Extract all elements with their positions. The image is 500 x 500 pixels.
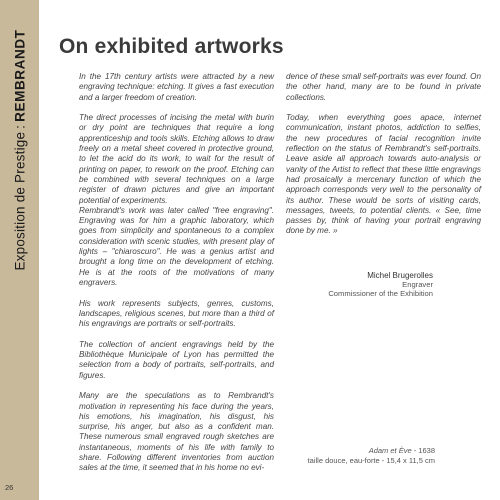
side-band	[0, 0, 39, 500]
paragraph: Many are the speculations as to Rembrandt's motivation in representing his face during the years, his emotions, his imagination, his disgust, his surprise, his anger, but also as a confident man. These numerous small engraved rough sketches are instantaneous, moments of his life with family to share. Following different inventories from auction sales at the time, it seemed that in his home no evi-	[79, 391, 274, 473]
left-column	[79, 72, 274, 484]
author-role: Engraver	[402, 280, 433, 290]
paragraph: dence of these small self-portraits was ever found. On the other hand, many are to be found in private collections.	[286, 72, 481, 102]
paragraph: In the 17th century artists were attracted by a new engraving technique: etching. It gives a fast execution and a larger freedom of creation.	[79, 72, 274, 102]
artist-name: REMBRANDT	[12, 29, 28, 122]
artwork-title: Adam et Ève	[368, 446, 412, 455]
paragraph: Today, when everything goes apace, internet communication, instant photos, addiction to selfies, the new procedures of facial recognition invite reflection on the status of Rembrandt's self-portraits. Leave aside all approach towards auto-analysis or vanity of the Artist to reflect that these little engravings had prosaically a mercenary function of which the approach corresponds very well to the personality of its author. These would be sorts of visiting cards, messages, tweets, to potential clients. « See, time passes by, think of having your portrait engraving done by me. »	[286, 113, 481, 236]
paragraph: Rembrandt's work was later called "free engraving". Engraving was for him a graphic laboratory, which goes from simplicity and spontaneous to a complex consideration with scenic studies, with present play of lights – "chiaroscuro". He was a genius artist and brought a long time on the development of etching. He is at the roots of the motivations of many engravers.	[79, 205, 274, 287]
artwork-year: - 1638	[411, 446, 435, 455]
paragraph: The direct processes of incising the metal with burin or dry point are techniques that require a long apprenticeship and tools skills. Etching allows to draw freely on a metal sheet covered in protective ground, to let the acid do its work, to wait for the result of printing on paper, to rework on the proof. Etching can be combined with several techniques on a large register of drawn pictures and give an important potential of experiments.	[79, 113, 274, 205]
artwork-details: taille douce, eau-forte - 15,4 x 11,5 cm	[307, 456, 435, 465]
author-role: Commissioner of the Exhibition	[328, 289, 433, 299]
page-title: On exhibited artworks	[59, 35, 284, 58]
paragraph: His work represents subjects, genres, customs, landscapes, religious scenes, but more than a third of his engravings are portraits or self-portraits.	[79, 298, 274, 329]
artwork-caption	[308, 446, 435, 466]
exhibition-series: Exposition de Prestige	[12, 131, 28, 271]
page-number: 26	[5, 483, 14, 492]
side-separator: :	[12, 124, 28, 129]
author-name: Michel Brugerolles	[367, 271, 433, 280]
paragraph: The collection of ancient engravings held by the Bibliothèque Municipale of Lyon has permitted the selection from a body of portraits, self-portraits, and figures.	[79, 339, 274, 380]
side-title	[13, 29, 28, 270]
author-signature	[328, 271, 433, 299]
right-column	[286, 72, 481, 247]
